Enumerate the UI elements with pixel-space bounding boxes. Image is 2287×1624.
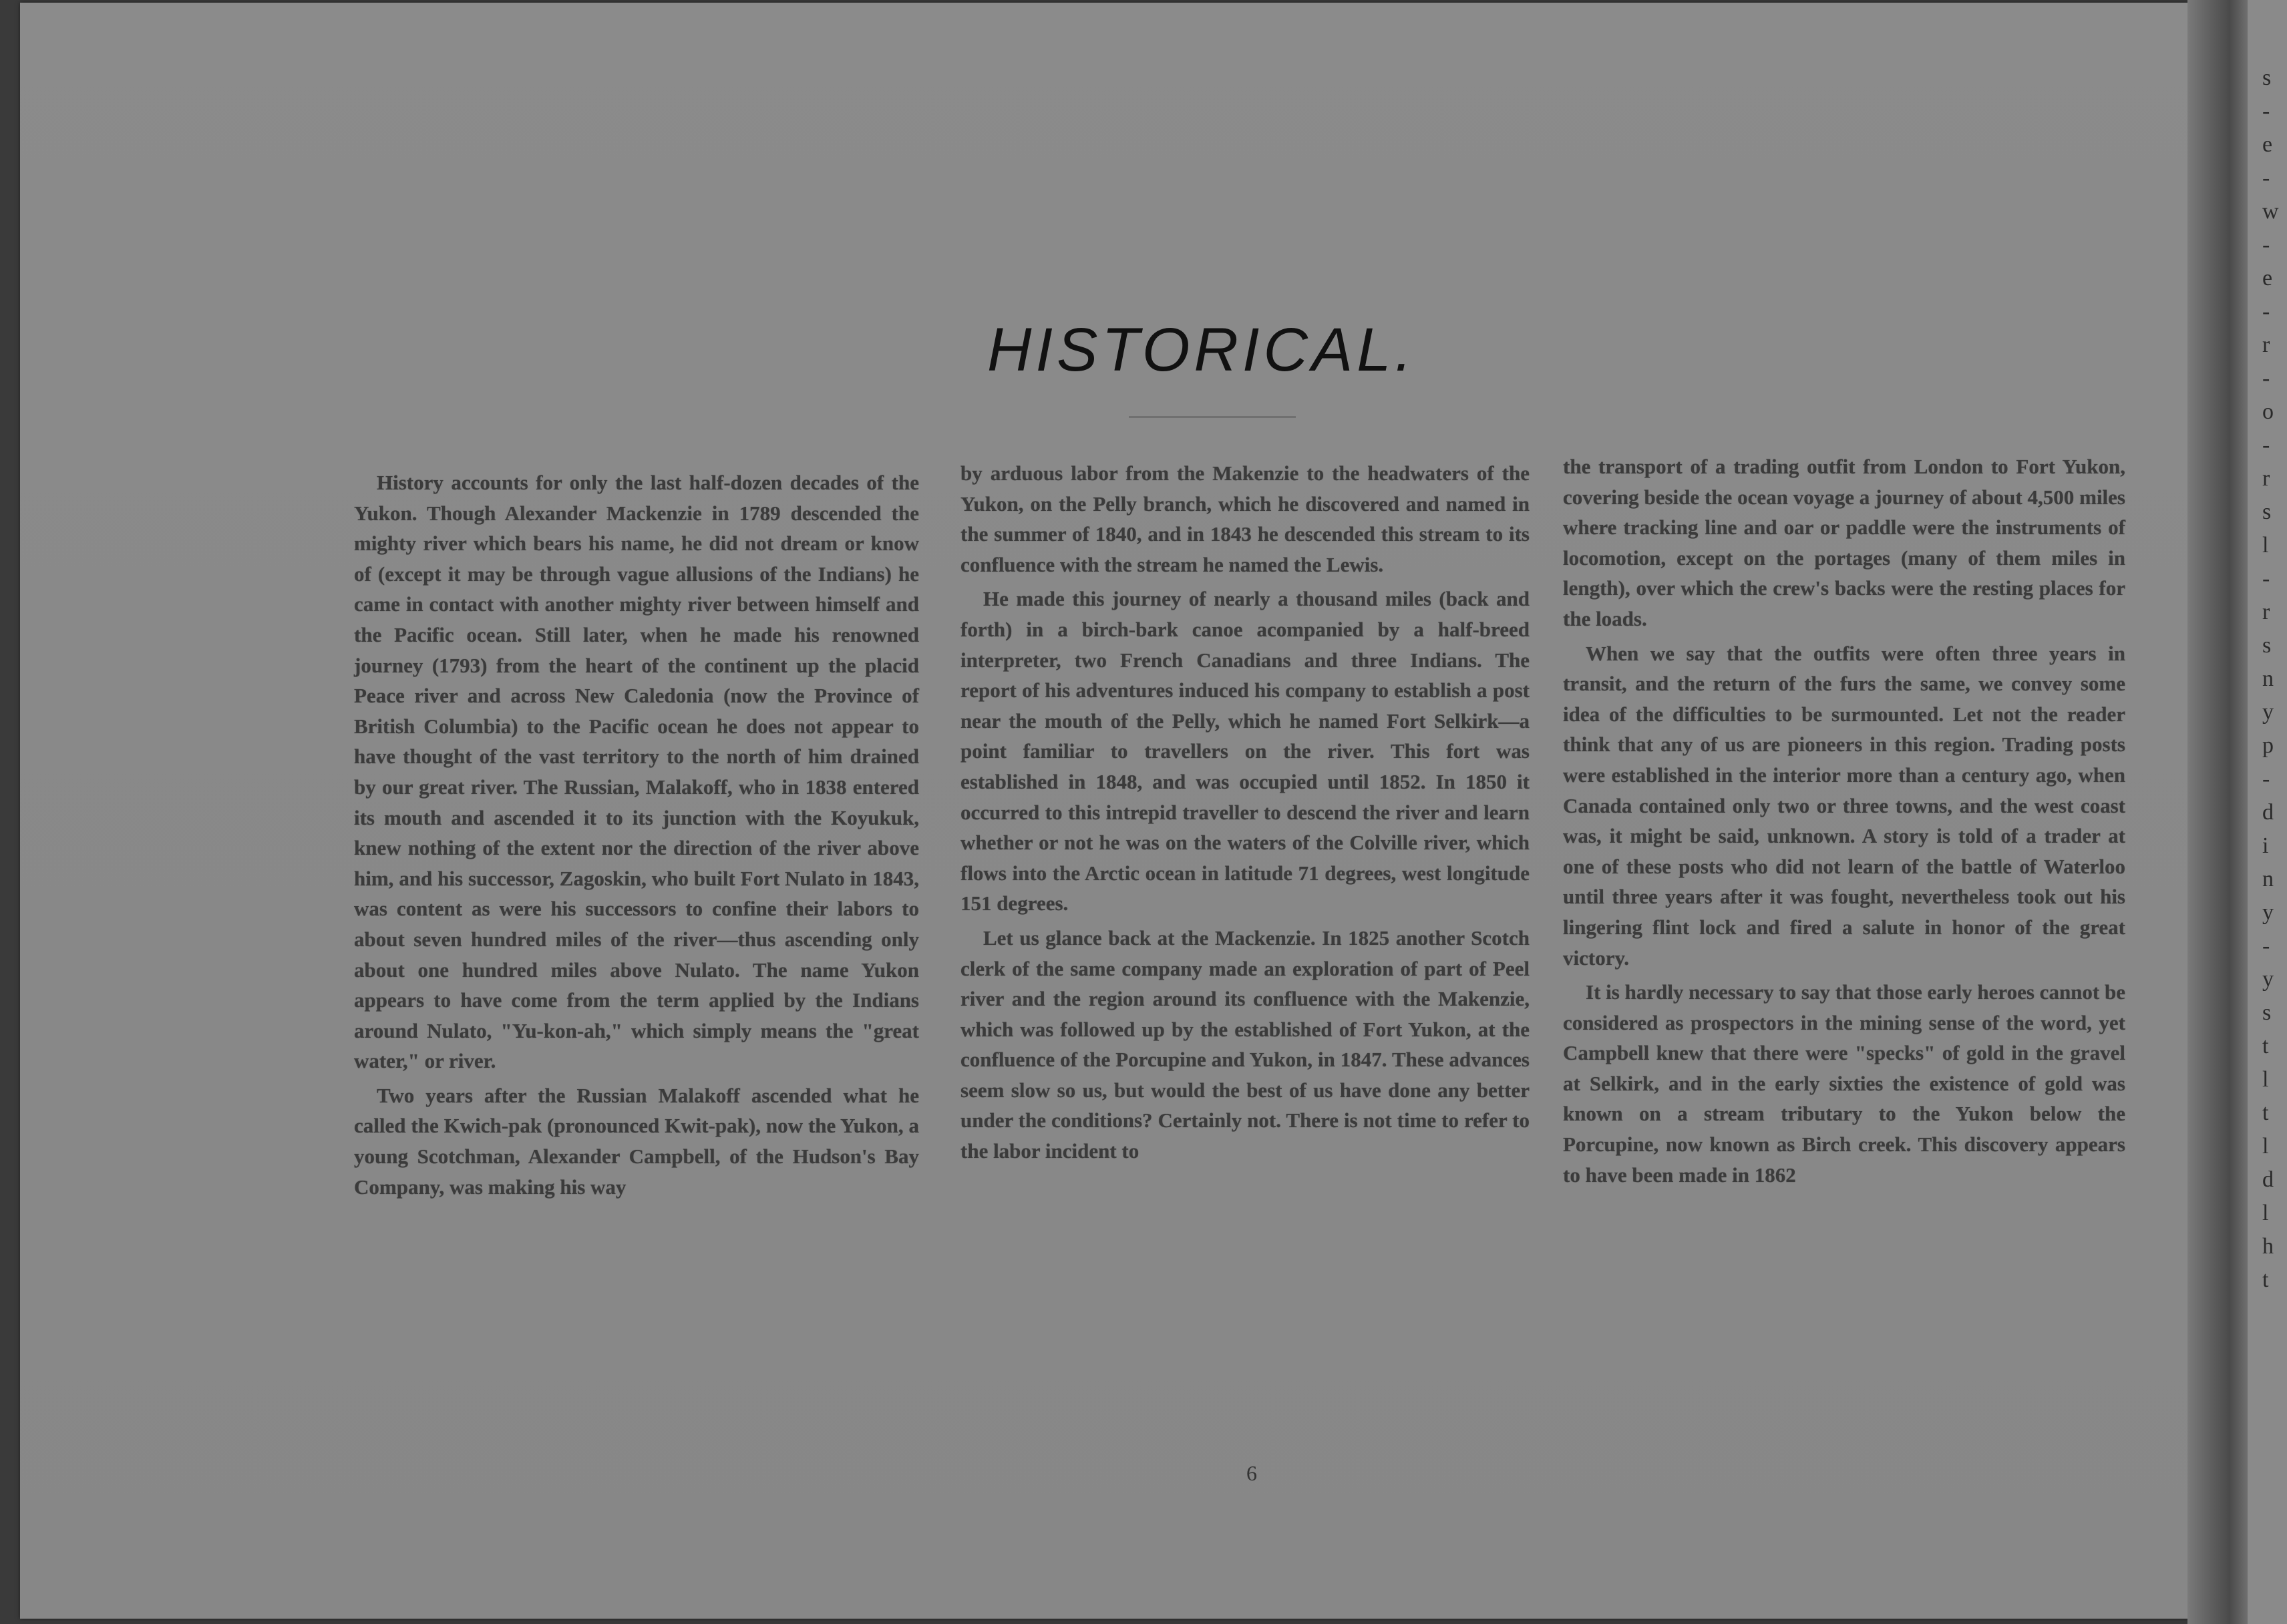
facing-page-char: p xyxy=(2262,733,2274,758)
page-title: HISTORICAL. xyxy=(987,316,1416,384)
paragraph: Let us glance back at the Mackenzie. In 1825 another Scotch clerk of the same company made an exploration of part of Peel river and the region around its confluence with the Makenzie, which was followed up by the established of Fort Yukon, at the confluence of the Porcupine and Yukon, in 1847. These advances seem slow so us, but would the best of us have done any better under the conditions? Certainly not. There is not time to refer to the labor incident to xyxy=(960,926,1530,1163)
facing-page-char: r xyxy=(2262,333,2270,357)
paragraph: by arduous labor from the Makenzie to the headwaters of the Yukon, on the Pelly branch, which he discovered and named in the summer of 1840, and in 1843 he descended this stream to its confluence with the stream he named the Lewis. xyxy=(960,461,1530,576)
facing-page-char: y xyxy=(2262,700,2274,725)
facing-page-char: y xyxy=(2262,967,2274,992)
facing-page-char: i xyxy=(2262,833,2269,858)
facing-page-char: r xyxy=(2262,466,2270,491)
facing-page-char: t xyxy=(2262,1100,2269,1125)
facing-page-char: - xyxy=(2262,566,2270,591)
text-column-3 xyxy=(1563,451,2125,1194)
title-rule xyxy=(1129,416,1296,418)
facing-page-char: n xyxy=(2262,867,2274,891)
facing-page-char: t xyxy=(2262,1034,2269,1058)
facing-page-edge xyxy=(2248,0,2287,1624)
page-number: 6 xyxy=(1246,1461,1257,1485)
facing-page-char: d xyxy=(2262,1167,2274,1192)
facing-page-char: o xyxy=(2262,399,2274,424)
facing-page-char: d xyxy=(2262,800,2274,825)
facing-page-char: - xyxy=(2262,366,2270,391)
paragraph: History accounts for only the last half-dozen decades of the Yukon. Though Alexander Mackenzie in 1789 descended the mighty river which bears his name, he did not dream or know of (except it may be through vague allusions of the Indians) he came in contact with another mighty river between himself and the Pacific ocean. Still later, when he made his renowned journey (1793) from the heart of the continent up the placid Peace river and across New Caledonia (now the Province of British Columbia) to the Pacific ocean he does not appear to have thought of the vast territory to the north of him drained by our great river. The Russian, Malakoff, who in 1838 entered its mouth and ascended it to its junction with the Koyukuk, knew nothing of the extent nor the direction of the river above him, and his successor, Zagoskin, who built Fort Nulato in 1843, was content as were his successors to confine their labors to about seven hundred miles of the river—thus ascending only about one hundred miles above Nulato. The name Yukon appears to have come from the term applied by the Indians around Nulato, "Yu-kon-ah," which simply means the "great water," or river. xyxy=(354,471,919,1073)
facing-page-char: - xyxy=(2262,299,2270,324)
facing-page-char: l xyxy=(2262,1067,2269,1092)
facing-page-char: s xyxy=(2262,633,2272,658)
text-column-1 xyxy=(354,467,919,1206)
facing-page-char: s xyxy=(2262,65,2272,90)
paragraph: Two years after the Russian Malakoff ascended what he called the Kwich-pak (pronounced Kwit-pak), now the Yukon, a young Scotchman, Alexander Campbell, of the Hudson's Bay Company, was making his way xyxy=(354,1083,919,1199)
paragraph: When we say that the outfits were often three years in transit, and the return of the furs the same, we convey some idea of the difficulties to be surmounted. Let not the reader think that any of us are pioneers in this region. Trading posts were established in the interior more than a century ago, when Canada contained only two or three towns, and the west coast was, it might be said, unknown. A story is told of a trader at one of these posts who did not learn of the battle of Waterloo until three years after it was fought, nevertheless took out his lingering flint lock and fired a salute in honor of the great victory. xyxy=(1563,641,2125,970)
facing-page-char: t xyxy=(2262,1267,2269,1292)
paragraph: It is hardly necessary to say that those early heroes cannot be considered as prospectors in the mining sense of the word, yet Campbell knew that there were "specks" of gold in the gravel at Selkirk, and in the early sixties the existence of gold was known on a stream tributary to the Yukon below the Porcupine, now known as Birch creek. This discovery appears to have been made in 1862 xyxy=(1563,980,2125,1187)
facing-page-char: - xyxy=(2262,166,2270,190)
facing-page-char: - xyxy=(2262,232,2270,257)
facing-page-char: e xyxy=(2262,266,2273,290)
facing-page-char: y xyxy=(2262,900,2274,925)
facing-page-char: l xyxy=(2262,1201,2269,1225)
text-column-2 xyxy=(960,458,1530,1171)
facing-page-char: - xyxy=(2262,99,2270,124)
paragraph: the transport of a trading outfit from London to Fort Yukon, covering beside the ocean voyage a journey of about 4,500 miles where tracking line and oar or paddle were the instruments of locomotion, except on the portages (many of them miles in length), over which the crew's backs were the resting places for the loads. xyxy=(1563,455,2125,630)
facing-page-char: n xyxy=(2262,666,2274,691)
facing-page-char: s xyxy=(2262,1000,2272,1025)
facing-page-char: e xyxy=(2262,132,2273,157)
facing-page-char: - xyxy=(2262,433,2270,457)
facing-page-char: h xyxy=(2262,1234,2274,1259)
facing-page-char: s xyxy=(2262,499,2272,524)
book-spine-gutter xyxy=(2187,0,2248,1624)
facing-page-char: r xyxy=(2262,600,2270,624)
facing-page-char: w xyxy=(2262,199,2279,224)
facing-page-char: - xyxy=(2262,934,2270,958)
facing-page-char: - xyxy=(2262,767,2270,791)
paragraph: He made this journey of nearly a thousand miles (back and forth) in a birch-bark canoe acompanied by a half-breed interpreter, two French Canadians and three Indians. The report of his adventures induced his company to establish a post near the mouth of the Pelly, which he named Fort Selkirk—a point familiar to travellers on the river. This fort was established in 1848, and was occupied until 1852. In 1850 it occurred to this intrepid traveller to descend the river and learn whether or not he was on the waters of the Colville river, which flows into the Arctic ocean in latitude 71 degrees, west longitude 151 degrees. xyxy=(960,587,1530,916)
facing-page-char: l xyxy=(2262,1134,2269,1159)
facing-page-char: l xyxy=(2262,533,2269,558)
